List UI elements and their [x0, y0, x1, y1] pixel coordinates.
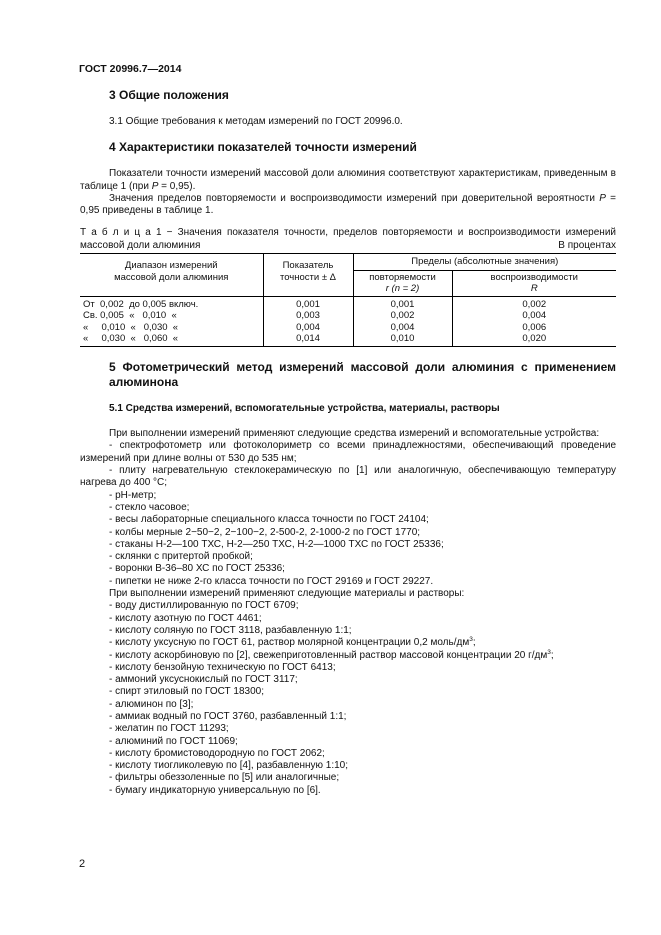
- table-cell-delta: 0,004: [263, 322, 353, 334]
- list-item: - стаканы Н-2—100 ТХС, Н-2—250 ТХС, Н-2—1000 ТХС по ГОСТ 25336;: [109, 538, 444, 550]
- list-item: - склянки с притертой пробкой;: [109, 551, 253, 563]
- acetic-acid-superscript: 3: [469, 636, 473, 644]
- list-item: - желатин по ГОСТ 11293;: [109, 723, 229, 735]
- table-1-header-repeat-label: повторяемости: [369, 271, 436, 283]
- section-4-p1-text-a: Показатели точности измерений массовой доли алюминия соответствуют характеристикам, приведенным в таблице 1 (при: [80, 168, 616, 192]
- table-cell-range: От 0,002 до 0,005 включ.: [80, 296, 263, 310]
- list-item: - бумагу индикаторную универсальную по [6].: [109, 784, 321, 796]
- list-item: - спирт этиловый по ГОСТ 18300;: [109, 686, 264, 698]
- section-5-title: 5 Фотометрический метод измерений массовой доли алюминия с применением алюминона: [109, 359, 616, 389]
- table-row: [80, 333, 616, 346]
- section-3-title: 3 Общие положения: [109, 88, 229, 102]
- section-4-p2-variable: P: [599, 192, 606, 204]
- table-row: [80, 296, 616, 310]
- section-4-title: 4 Характеристики показателей точности измерений: [109, 140, 417, 155]
- table-cell-reprod: 0,004: [452, 310, 616, 322]
- list-item: - спектрофотометр или фотоколориметр со всеми принадлежностями, обеспечивающий проведение измерений при длине волны от 530 до 535 нм;: [80, 440, 616, 464]
- table-1-header-reprod-symbol: R: [530, 283, 538, 295]
- section-4-paragraph-1: [80, 168, 616, 193]
- table-row: [80, 310, 616, 322]
- table-1-header-range: Диапазон измерений массовой доли алюминия: [80, 254, 263, 297]
- table-cell-range: « 0,030 « 0,060 «: [80, 333, 263, 346]
- list-item: - воронки В-36–80 ХС по ГОСТ 25336;: [109, 563, 285, 575]
- list-item: - аммоний уксуснокислый по ГОСТ 3117;: [109, 674, 298, 686]
- section-3-paragraph: 3.1 Общие требования к методам измерений по ГОСТ 20996.0.: [109, 116, 403, 127]
- equipment-list: [80, 440, 616, 588]
- list-item: - весы лабораторные специального класса точности по ГОСТ 24104;: [109, 514, 429, 526]
- table-1-header-limits: Пределы (абсолютные значения): [353, 254, 616, 271]
- table-cell-repeat: 0,001: [353, 296, 452, 310]
- list-item: - воду дистиллированную по ГОСТ 6709;: [109, 600, 299, 612]
- section-4-p1-variable: P: [151, 180, 159, 192]
- table-cell-repeat: 0,004: [353, 322, 452, 334]
- table-cell-delta: 0,003: [263, 310, 353, 322]
- list-item: - алюминон по [3];: [109, 698, 194, 710]
- list-item: - кислоту бензойную техническую по ГОСТ 6413;: [109, 661, 336, 673]
- list-item: - кислоту бромистоводородную по ГОСТ 2062;: [109, 747, 325, 759]
- materials-list: [80, 600, 616, 797]
- list-item: - кислоту тиогликолевую по [4], разбавленную 1:10;: [109, 760, 349, 772]
- table-1-header-accuracy: Показатель точности ± Δ: [263, 254, 353, 297]
- table-cell-range: « 0,010 « 0,030 «: [80, 322, 263, 334]
- list-item: - аммиак водный по ГОСТ 3760, разбавленный 1:1;: [109, 711, 347, 722]
- table-1-header-repeat: [353, 270, 452, 296]
- page-number: 2: [79, 858, 86, 870]
- table-cell-repeat: 0,010: [353, 333, 452, 346]
- section-4-p2-text-a: Значения пределов повторяемости и воспроизводимости измерений при доверительной вероятности: [109, 192, 600, 204]
- document-body: [80, 88, 616, 797]
- table-1-header-repeat-symbol: r (n = 2): [385, 283, 420, 295]
- acetic-acid-text: - кислоту уксусную по ГОСТ 61, раствор молярной концентрации 0,2 моль/дм: [109, 637, 470, 649]
- table-1-caption: Т а б л и ц а 1 − Значения показателя точности, пределов повторяемости и воспроизводимости измерений массовой доли алюминия: [80, 227, 616, 251]
- list-item: - плиту нагревательную стеклокерамическую по [1] или аналогичную, обеспечивающую температуру нагрева до 400 °С;: [80, 465, 616, 489]
- table-cell-repeat: 0,002: [353, 310, 452, 322]
- ascorbic-acid-text: - кислоту аскорбиновую по [2], свежеприготовленный раствор массовой концентрации 20 г/дм: [109, 649, 548, 661]
- list-item-acetic-acid: [80, 637, 616, 649]
- section-5-1-title: 5.1 Средства измерений, вспомогательные устройства, материалы, растворы: [109, 402, 500, 414]
- table-1-header-reprod-label: воспроизводимости: [490, 271, 578, 283]
- table-cell-delta: 0,001: [263, 296, 353, 310]
- section-4-paragraph-2: [80, 193, 616, 218]
- table-cell-reprod: 0,006: [452, 322, 616, 334]
- table-1: [80, 253, 616, 347]
- table-row: [80, 322, 616, 334]
- ascorbic-acid-end: ;: [550, 649, 554, 661]
- list-item-ascorbic-acid: [80, 650, 616, 662]
- acetic-acid-end: ;: [472, 637, 476, 649]
- table-1-header-reprod: [452, 270, 616, 296]
- list-item: - фильтры обеззоленные по [5] или аналогичные;: [109, 772, 340, 784]
- table-cell-reprod: 0,020: [452, 333, 616, 346]
- table-cell-range: Св. 0,005 « 0,010 «: [80, 310, 263, 322]
- ascorbic-acid-superscript: 3: [547, 648, 551, 656]
- section-4-p1-text-b: = 0,95).: [158, 180, 196, 192]
- list-item: - рН-метр;: [109, 489, 157, 501]
- list-item: - стекло часовое;: [109, 501, 190, 513]
- table-cell-delta: 0,014: [263, 333, 353, 346]
- list-item: - кислоту соляную по ГОСТ 3118, разбавленную 1:1;: [109, 624, 352, 636]
- document-code: ГОСТ 20996.7—2014: [79, 63, 182, 75]
- list-item: - кислоту азотную по ГОСТ 4461;: [109, 612, 262, 624]
- section-5-intro-2: При выполнении измерений применяют следующие материалы и растворы:: [109, 588, 465, 600]
- table-1-header-row-1: [80, 254, 616, 271]
- table-cell-reprod: 0,002: [452, 296, 616, 310]
- list-item: - колбы мерные 2−50−2, 2−100−2, 2-500-2, 2-1000-2 по ГОСТ 1770;: [109, 526, 421, 538]
- list-item: - алюминий по ГОСТ 11069;: [109, 735, 238, 747]
- section-4-p2-text-b: = 0,95 приведены в таблице 1.: [80, 192, 616, 217]
- list-item: - пипетки не ниже 2-го класса точности по ГОСТ 29169 и ГОСТ 29227.: [109, 575, 434, 587]
- section-5-intro-1: При выполнении измерений применяют следующие средства измерений и вспомогательные устройства:: [109, 428, 600, 440]
- table-1-units: В процентах: [558, 240, 616, 252]
